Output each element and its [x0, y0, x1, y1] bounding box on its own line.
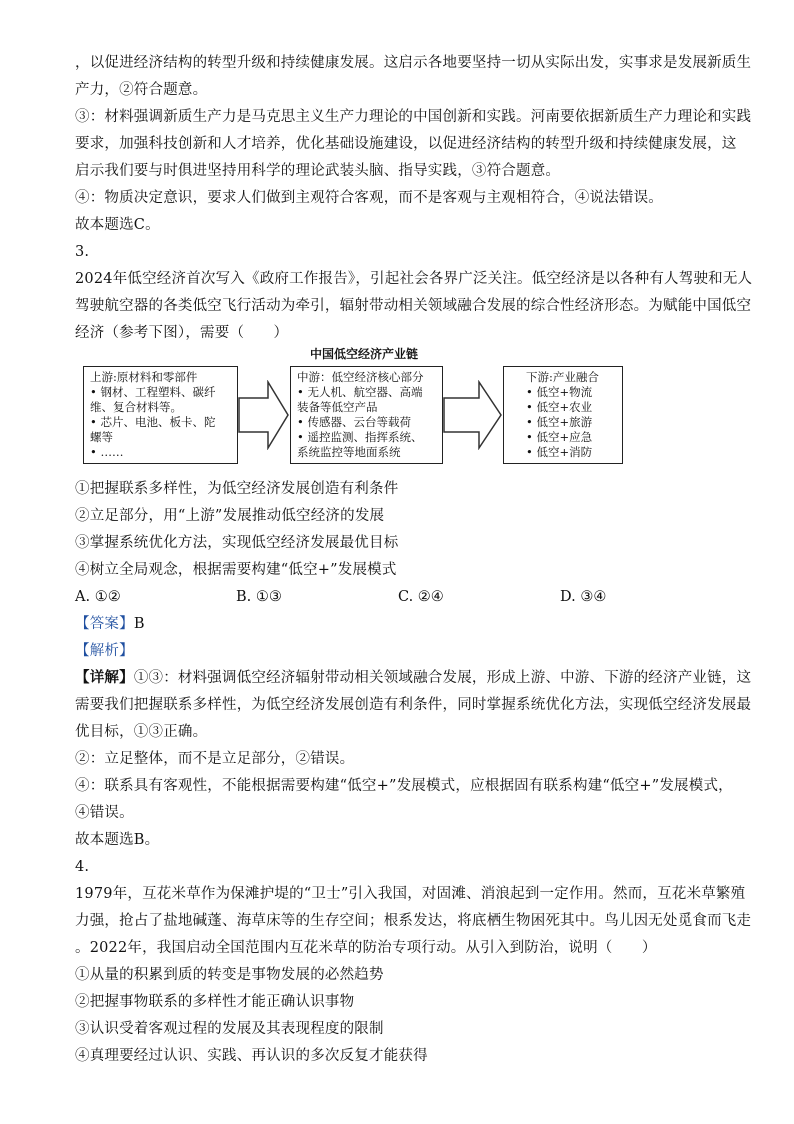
statement-item: ①从量的积累到质的转变是事物发展的必然趋势	[75, 967, 384, 983]
answer-label: 【答案】	[75, 616, 134, 632]
midstream-line: 装备等低空产品	[297, 400, 378, 414]
answer-value: B	[133, 616, 145, 632]
downstream-line: • 低空+农业	[526, 400, 593, 414]
analysis-label: 【解析】	[75, 643, 134, 659]
statement-item: ④树立全局观念，根据需要构建“低空+”发展模式	[75, 562, 397, 578]
analysis-line: 故本题选B。	[75, 832, 160, 848]
upstream-line: • 钢材、工程塑料、碳纤	[90, 385, 216, 399]
text-line: 要求，加强科技创新和人才培养，优化基础设施建设，以促进经济结构的转型升级和持续健康发展，这	[75, 136, 737, 152]
question-stem: 驾驶航空器的各类低空飞行活动为牵引，辐射带动相关领域融合发展的综合性经济形态。为赋能中国低空	[75, 298, 752, 314]
statement-item: ③认识受着客观过程的发展及其表现程度的限制	[75, 1021, 384, 1037]
text-line: 故本题选C。	[75, 217, 160, 233]
question-stem: 1979年，互花米草作为保滩护堤的“卫士”引入我国，对固滩、消浪起到一定作用。然而，互花米草繁殖	[75, 886, 746, 902]
midstream-line: 中游：低空经济核心部分	[297, 370, 424, 384]
midstream-line: • 遥控监测、指挥系统、	[297, 430, 423, 444]
analysis-line: 需要我们把握联系多样性，为低空经济发展创造有利条件，同时掌握系统优化方法，实现低空经济发展最	[75, 697, 752, 713]
answer-line	[75, 614, 725, 634]
downstream-line: • 低空+旅游	[526, 415, 593, 429]
arrow-icon	[443, 380, 503, 450]
arrow-icon	[238, 380, 290, 450]
text-line: ④：物质决定意识，要求人们做到主观符合客观，而不是客观与主观相符合，④说法错误。	[75, 190, 663, 206]
midstream-line: • 无人机、航空器、高端	[297, 385, 423, 399]
midstream-box	[290, 366, 443, 464]
downstream-line: • 低空+应急	[526, 430, 593, 444]
text-line: 产力，②符合题意。	[75, 82, 208, 98]
upstream-line: • ……	[90, 445, 124, 459]
downstream-box	[503, 366, 623, 464]
upstream-line: 上游:原材料和零部件	[90, 370, 198, 384]
statement-item: ②立足部分，用“上游”发展推动低空经济的发展	[75, 508, 385, 524]
analysis-line: 优目标，①③正确。	[75, 724, 208, 740]
question-number: 3.	[75, 244, 90, 260]
midstream-line: 系统监控等地面系统	[297, 445, 401, 459]
text-line: 启示我们要与时俱进坚持用科学的理论武装头脑、指导实践，③符合题意。	[75, 163, 561, 179]
option-d: D. ③④	[560, 589, 607, 605]
question-stem: 经济（参考下图），需要（ ）	[75, 325, 289, 341]
upstream-line: 螺等	[90, 430, 113, 444]
question-stem: 。2022年，我国启动全国范围内互花米草的防治专项行动。从引入到防治，说明（ ）	[75, 940, 657, 956]
question-stem: 力强，抢占了盐地碱蓬、海草床等的生存空间；根系发达，将底栖生物困死其中。鸟儿因无处觅食而飞走	[75, 913, 752, 929]
text-line: ③：材料强调新质生产力是马克思主义生产力理论的中国创新和实践。河南要依据新质生产力理论和实践	[75, 109, 752, 125]
statement-item: ①把握联系多样性，为低空经济发展创造有利条件	[75, 481, 399, 497]
statement-item: ④真理要经过认识、实践、再认识的多次反复才能获得	[75, 1048, 428, 1064]
diagram-title: 中国低空经济产业链	[310, 347, 419, 361]
analysis-line	[75, 668, 752, 688]
statement-item: ②把握事物联系的多样性才能正确认识事物	[75, 994, 355, 1010]
downstream-line: • 低空+消防	[526, 445, 593, 459]
detail-label: 【详解】	[75, 669, 134, 686]
upstream-line: 维、复合材料等。	[90, 400, 182, 414]
analysis-line: ④：联系具有客观性，不能根据需要构建“低空+”发展模式，应根据固有联系构建“低空+”发展模式，	[75, 778, 733, 794]
upstream-box	[83, 366, 238, 464]
upstream-line: • 芯片、电池、板卡、陀	[90, 415, 216, 429]
statement-item: ③掌握系统优化方法，实现低空经济发展最优目标	[75, 535, 399, 551]
analysis-text: ①③：材料强调低空经济辐射带动相关领域融合发展，形成上游、中游、下游的经济产业链，这	[133, 670, 752, 686]
question-number: 4.	[75, 859, 90, 875]
analysis-line: ④错误。	[75, 805, 134, 821]
text-line: ，以促进经济结构的转型升级和持续健康发展。这启示各地要坚持一切从实际出发，实事求是发展新质生	[75, 55, 752, 71]
option-b: B. ①③	[236, 589, 282, 605]
analysis-line: ②：立足整体，而不是立足部分，②错误。	[75, 751, 355, 767]
downstream-line: • 低空+物流	[526, 385, 593, 399]
question-stem: 2024年低空经济首次写入《政府工作报告》，引起社会各界广泛关注。低空经济是以各种有人驾驶和无人	[75, 271, 753, 287]
option-c: C. ②④	[398, 589, 444, 605]
midstream-line: • 传感器、云台等载荷	[297, 415, 411, 429]
downstream-line: 下游:产业融合	[526, 370, 599, 384]
option-a: A. ①②	[75, 589, 121, 605]
